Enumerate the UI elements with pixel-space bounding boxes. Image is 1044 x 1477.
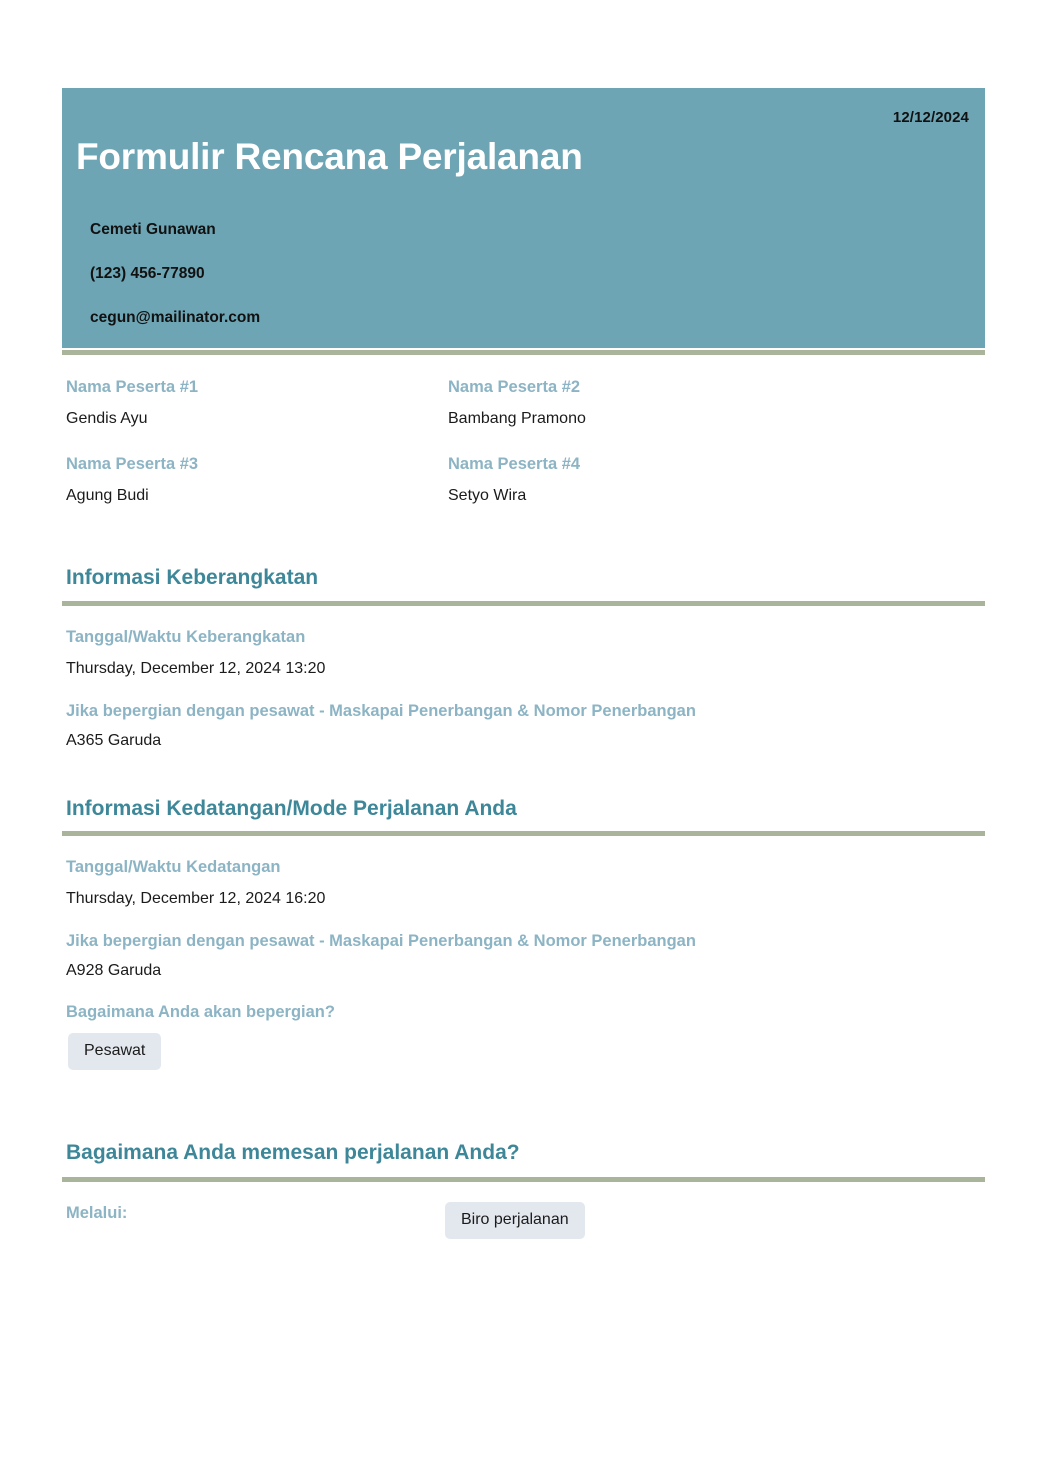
- booking-via-label: Melalui:: [66, 1204, 128, 1222]
- departure-section-divider: [62, 601, 985, 606]
- page-title: Formulir Rencana Perjalanan: [76, 136, 583, 177]
- departure-datetime-value: Thursday, December 12, 2024 13:20: [66, 660, 326, 677]
- participant-4-value: Setyo Wira: [448, 487, 527, 504]
- departure-flight-value: A365 Garuda: [66, 732, 162, 749]
- departure-flight-label: Jika bepergian dengan pesawat - Maskapai Penerbangan & Nomor Penerbangan: [66, 702, 696, 720]
- booking-via-chip-label: Biro perjalanan: [445, 1202, 585, 1239]
- contact-block: [90, 221, 690, 327]
- arrival-datetime-label: Tanggal/Waktu Kedatangan: [66, 858, 281, 876]
- travel-mode-chip[interactable]: [68, 1033, 161, 1070]
- booking-section-divider: [62, 1177, 985, 1182]
- participant-3-label: Nama Peserta #3: [66, 455, 199, 473]
- arrival-flight-label: Jika bepergian dengan pesawat - Maskapai Penerbangan & Nomor Penerbangan: [66, 932, 696, 950]
- participant-2-value: Bambang Pramono: [448, 410, 586, 427]
- participant-2-label: Nama Peserta #2: [448, 378, 581, 396]
- contact-name: Cemeti Gunawan: [90, 221, 216, 238]
- travel-mode-chip-label: Pesawat: [68, 1033, 161, 1070]
- departure-datetime-label: Tanggal/Waktu Keberangkatan: [66, 628, 306, 646]
- booking-via-chip[interactable]: [445, 1202, 585, 1239]
- arrival-flight-value: A928 Garuda: [66, 962, 162, 979]
- booking-section-heading: Bagaimana Anda memesan perjalanan Anda?: [66, 1141, 520, 1164]
- arrival-datetime-value: Thursday, December 12, 2024 16:20: [66, 890, 326, 907]
- form-date: 12/12/2024: [892, 109, 969, 126]
- participant-1-label: Nama Peserta #1: [66, 378, 199, 396]
- form-header-banner: [62, 88, 985, 348]
- participant-3-value: Agung Budi: [66, 487, 149, 504]
- participant-4-label: Nama Peserta #4: [448, 455, 581, 473]
- participant-1-value: Gendis Ayu: [66, 410, 148, 427]
- contact-phone: (123) 456-77890: [90, 265, 205, 282]
- contact-email: cegun@mailinator.com: [90, 309, 261, 326]
- departure-section-heading: Informasi Keberangkatan: [66, 566, 319, 589]
- header-divider: [62, 350, 985, 355]
- arrival-section-divider: [62, 831, 985, 836]
- arrival-section-heading: Informasi Kedatangan/Mode Perjalanan Anda: [66, 797, 517, 820]
- travel-mode-label: Bagaimana Anda akan bepergian?: [66, 1003, 335, 1021]
